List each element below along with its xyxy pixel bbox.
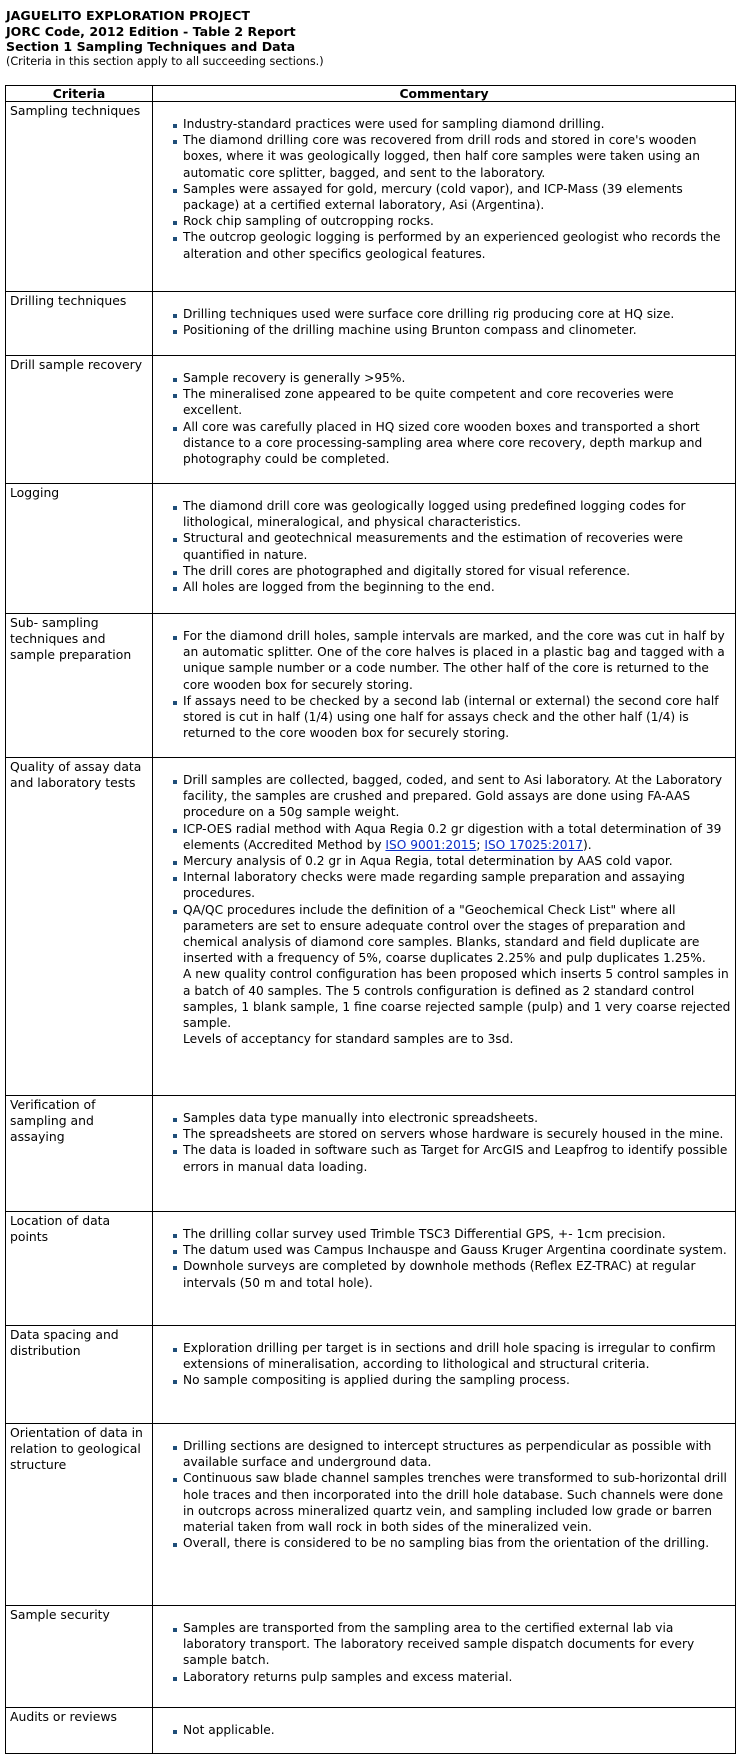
table-header-row <box>6 86 736 102</box>
list-item: The drilling collar survey used Trimble TSC3 Differential GPS, +- 1cm precision. <box>173 1226 731 1242</box>
list-item: Drilling techniques used were surface core drilling rig producing core at HQ size. <box>173 306 731 322</box>
list-item: The outcrop geologic logging is performed by an experienced geologist who records the alteration and other specifics geological features. <box>173 229 731 261</box>
bullet-list <box>173 1226 731 1291</box>
bullet-list <box>173 1438 731 1551</box>
jorc-table <box>5 85 736 1754</box>
table-row <box>6 1212 736 1326</box>
commentary-cell <box>153 292 736 356</box>
list-item <box>173 821 731 853</box>
criteria-cell: Sub- sampling techniques and sample preparation <box>6 614 153 758</box>
list-item-text: QA/QC procedures include the definition of a "Geochemical Check List" where all parameters are set to ensure adequate control over the stages of preparation and chemical analysis of diamond core samples. Blanks, standard and field duplicate are inserted with a frequency of 5%, coarse duplicates 2.25% and pulp duplicates 1.25%. <box>183 902 706 966</box>
commentary-cell <box>153 484 736 614</box>
criteria-cell: Quality of assay data and laboratory tests <box>6 758 153 1096</box>
list-item: Samples are transported from the sampling area to the certified external lab via laboratory transport. The laboratory received sample dispatch documents for every sample batch. <box>173 1620 731 1669</box>
commentary-column-header: Commentary <box>153 86 736 102</box>
table-row <box>6 102 736 292</box>
table-row <box>6 1606 736 1708</box>
report-code-title: JORC Code, 2012 Edition - Table 2 Report <box>6 23 296 39</box>
list-item: Samples were assayed for gold, mercury (cold vapor), and ICP-Mass (39 elements package) at a certified external laboratory, Asi (Argentina). <box>173 181 731 213</box>
table-row <box>6 484 736 614</box>
bullet-list <box>173 1110 731 1175</box>
table-row <box>6 292 736 356</box>
list-item: Overall, there is considered to be no sampling bias from the orientation of the drilling. <box>173 1535 731 1551</box>
commentary-cell <box>153 1708 736 1754</box>
criteria-cell: Orientation of data in relation to geological structure <box>6 1424 153 1606</box>
list-item: Laboratory returns pulp samples and excess material. <box>173 1669 731 1685</box>
list-item: All core was carefully placed in HQ sized core wooden boxes and transported a short distance to a core processing-sampling area where core recovery, depth markup and photography could be completed. <box>173 419 731 468</box>
commentary-cell <box>153 1212 736 1326</box>
criteria-cell: Sample security <box>6 1606 153 1708</box>
list-item: Exploration drilling per target is in sections and drill hole spacing is irregular to confirm extensions of mineralisation, according to lithological and structural criteria. <box>173 1340 731 1372</box>
qc-configuration-paragraph: A new quality control configuration has been proposed which inserts 5 control samples in a batch of 40 samples. The 5 controls configuration is defined as 2 standard control samples, 1 blank sample, 1 fine coarse rejected sample (pulp) and 1 very coarse rejected sample. <box>183 967 731 1031</box>
commentary-cell <box>153 1424 736 1606</box>
table-row <box>6 1326 736 1424</box>
list-item: Positioning of the drilling machine using Brunton compass and clinometer. <box>173 322 731 338</box>
bullet-list <box>173 306 731 338</box>
bullet-list <box>173 370 731 467</box>
list-item: The datum used was Campus Inchauspe and Gauss Kruger Argentina coordinate system. <box>173 1242 731 1258</box>
list-item: Industry-standard practices were used for sampling diamond drilling. <box>173 116 731 132</box>
commentary-cell <box>153 1606 736 1708</box>
criteria-cell: Sampling techniques <box>6 102 153 292</box>
bullet-list <box>173 116 731 262</box>
bullet-list <box>173 1620 731 1685</box>
section-note: (Criteria in this section apply to all succeeding sections.) <box>6 54 324 68</box>
list-item: For the diamond drill holes, sample intervals are marked, and the core was cut in half by an automatic splitter. One of the core halves is placed in a plastic bag and tagged with a unique sample number or a code number. The other half of the core is returned to the core wooden box for securely storing. <box>173 628 731 693</box>
commentary-cell <box>153 614 736 758</box>
report-heading <box>6 8 324 69</box>
bullet-list <box>173 498 731 595</box>
bullet-list <box>173 772 731 1047</box>
list-item: Internal laboratory checks were made regarding sample preparation and assaying procedures. <box>173 869 731 901</box>
criteria-cell: Data spacing and distribution <box>6 1326 153 1424</box>
commentary-cell <box>153 356 736 484</box>
list-item: The diamond drill core was geologically logged using predefined logging codes for lithological, mineralogical, and physical characteristics. <box>173 498 731 530</box>
table-row <box>6 614 736 758</box>
list-item: The spreadsheets are stored on servers whose hardware is securely housed in the mine. <box>173 1126 731 1142</box>
list-item: The data is loaded in software such as Target for ArcGIS and Leapfrog to identify possible errors in manual data loading. <box>173 1142 731 1174</box>
list-item: Drilling sections are designed to intercept structures as perpendicular as possible with available surface and underground data. <box>173 1438 731 1470</box>
iso-9001-link[interactable]: ISO 9001:2015 <box>385 837 477 852</box>
bullet-list <box>173 1722 731 1738</box>
list-item: The drill cores are photographed and digitally stored for visual reference. <box>173 563 731 579</box>
list-item: If assays need to be checked by a second lab (internal or external) the second core half stored is cut in half (1/4) using one half for assays check and the other half (1/4) is returned to the core wooden box for securely storing. <box>173 693 731 742</box>
link-separator: ; <box>476 837 485 852</box>
list-item: Downhole surveys are completed by downhole methods (Reflex EZ-TRAC) at regular intervals (50 m and total hole). <box>173 1258 731 1290</box>
criteria-column-header: Criteria <box>6 86 153 102</box>
table-row <box>6 1424 736 1606</box>
criteria-cell: Verification of sampling and assaying <box>6 1096 153 1212</box>
list-item-close: ). <box>583 837 592 852</box>
commentary-cell <box>153 1096 736 1212</box>
list-item: Sample recovery is generally >95%. <box>173 370 731 386</box>
criteria-cell: Drilling techniques <box>6 292 153 356</box>
criteria-cell: Drill sample recovery <box>6 356 153 484</box>
table-row <box>6 356 736 484</box>
list-item: No sample compositing is applied during the sampling process. <box>173 1372 731 1388</box>
commentary-cell <box>153 102 736 292</box>
list-item: Rock chip sampling of outcropping rocks. <box>173 213 731 229</box>
table-row <box>6 1708 736 1754</box>
list-item: All holes are logged from the beginning to the end. <box>173 579 731 595</box>
list-item: The diamond drilling core was recovered from drill rods and stored in core's wooden boxes, where it was geologically logged, then half core samples were taken using an automatic core splitter, bagged, and sent to the laboratory. <box>173 132 731 181</box>
list-item: Continuous saw blade channel samples trenches were transformed to sub-horizontal drill hole traces and then incorporated into the drill hole database. Such channels were done in outcrops across mineralized quartz vein, and sampling included low grade or barren material taken from wall rock in both sides of the mineralized vein. <box>173 1470 731 1535</box>
bullet-list <box>173 628 731 741</box>
list-item: Samples data type manually into electronic spreadsheets. <box>173 1110 731 1126</box>
commentary-cell <box>153 1326 736 1424</box>
list-item <box>173 902 731 1048</box>
bullet-list <box>173 1340 731 1389</box>
table-row <box>6 758 736 1096</box>
list-item: The mineralised zone appeared to be quite competent and core recoveries were excellent. <box>173 386 731 418</box>
table-row <box>6 1096 736 1212</box>
list-item-text: ICP-OES radial method with Aqua Regia 0.2 gr digestion with a total determination of 39 elements (Accredited Method by <box>183 821 722 852</box>
list-item: Structural and geotechnical measurements and the estimation of recoveries were quantified in nature. <box>173 530 731 562</box>
acceptancy-paragraph: Levels of acceptancy for standard samples are to 3sd. <box>183 1032 514 1047</box>
criteria-cell: Location of data points <box>6 1212 153 1326</box>
list-item: Mercury analysis of 0.2 gr in Aqua Regia, total determination by AAS cold vapor. <box>173 853 731 869</box>
list-item: Not applicable. <box>173 1722 731 1738</box>
project-title: JAGUELITO EXPLORATION PROJECT <box>6 8 250 23</box>
list-item: Drill samples are collected, bagged, coded, and sent to Asi laboratory. At the Laboratory facility, the samples are crushed and prepared. Gold assays are done using FA-AAS procedure on a 50g sample weight. <box>173 772 731 821</box>
commentary-cell <box>153 758 736 1096</box>
section-title: Section 1 Sampling Techniques and Data <box>6 39 296 54</box>
criteria-cell: Logging <box>6 484 153 614</box>
criteria-cell: Audits or reviews <box>6 1708 153 1754</box>
iso-17025-link[interactable]: ISO 17025:2017 <box>484 837 584 852</box>
